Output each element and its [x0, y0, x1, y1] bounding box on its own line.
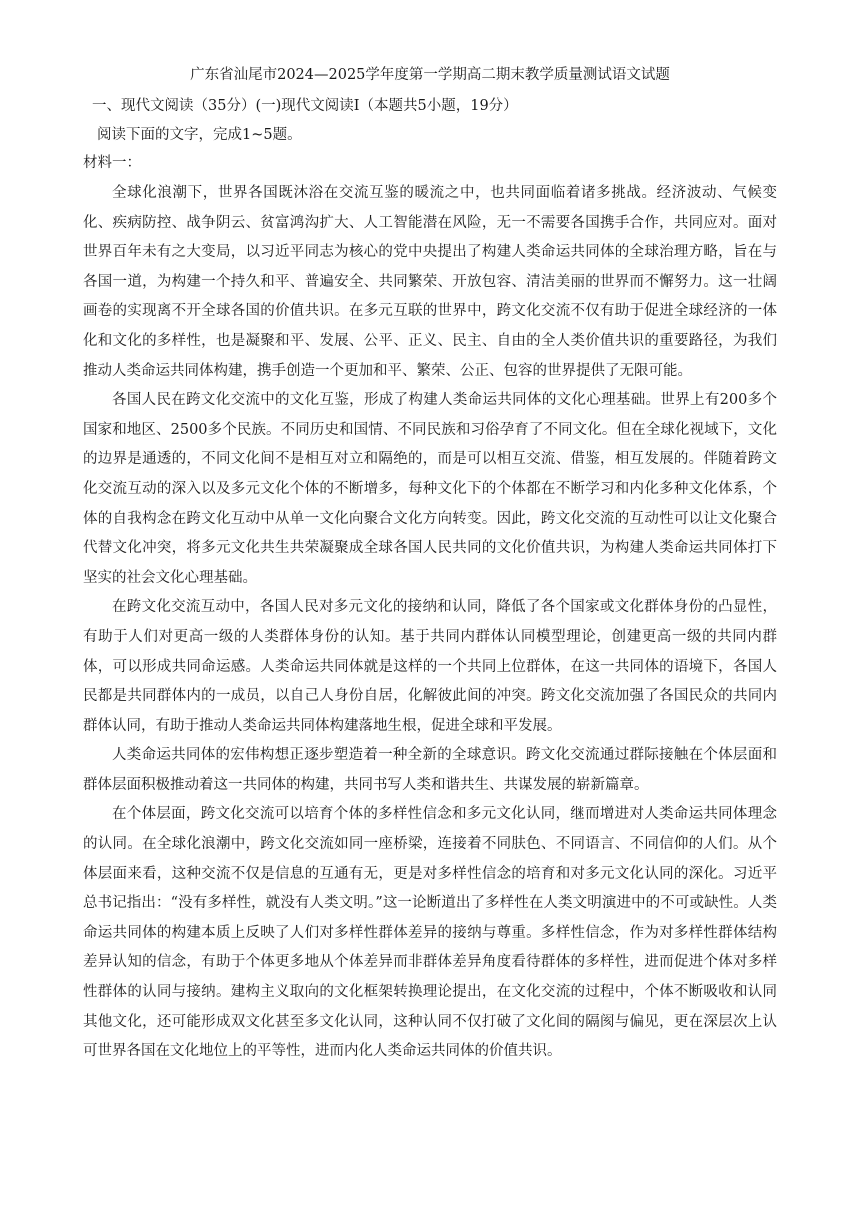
page-title: 广东省汕尾市2024—2025学年度第一学期高二期末教学质量测试语文试题	[190, 67, 670, 83]
passage-paragraph-3: 在跨文化交流互动中，各国人民对多元文化的接纳和认同，降低了各个国家或文化群体身份的凸显性，有助于人们对更高一级的人类群体身份的认知。基于共同内群体认同模型理论，创建更高一级的共同内群体，可以形成共同命运感。人类命运共同体就是这样的一个共同上位群体，在这一共同体的语境下，各国人民都是共同群体内的一成员，以自己人身份自居，化解彼此间的冲突。跨文化交流加强了各国民众的共同内群体认同，有助于推动人类命运共同体构建落地生根，促进全球和平发展。	[83, 599, 777, 734]
passage-body	[83, 179, 777, 1067]
material-label: 材料一：	[83, 155, 141, 171]
passage-paragraph-1: 全球化浪潮下，世界各国既沐浴在交流互鉴的暖流之中，也共同面临着诸多挑战。经济波动、气候变化、疾病防控、战争阴云、贫富鸿沟扩大、人工智能潜在风险，无一不需要各国携手合作，共同应对。面对世界百年未有之大变局，以习近平同志为核心的党中央提出了构建人类命运共同体的全球治理方略，旨在与各国一道，为构建一个持久和平、普遍安全、共同繁荣、开放包容、清洁美丽的世界而不懈努力。这一壮阔画卷的实现离不开全球各国的价值共识。在多元互联的世界中，跨文化交流不仅有助于促进全球经济的一体化和文化的多样性，也是凝聚和平、发展、公平、正义、民主、自由的全人类价值共识的重要路径，为我们推动人类命运共同体构建，携手创造一个更加和平、繁荣、公正、包容的世界提供了无限可能。	[83, 185, 777, 379]
passage-paragraph-4: 人类命运共同体的宏伟构想正逐步塑造着一种全新的全球意识。跨文化交流通过群际接触在个体层面和群体层面积极推动着这一共同体的构建，共同书写人类和谐共生、共谋发展的崭新篇章。	[83, 747, 777, 793]
passage-paragraph-5: 在个体层面，跨文化交流可以培育个体的多样性信念和多元文化认同，继而增进对人类命运共同体理念的认同。在全球化浪潮中，跨文化交流如同一座桥梁，连接着不同肤色、不同语言、不同信仰的人们。从个体层面来看，这种交流不仅是信息的互通有无，更是对多样性信念的培育和对多元文化认同的深化。习近平总书记指出：“没有多样性，就没有人类文明。”这一论断道出了多样性在人类文明演进中的不可或缺性。人类命运共同体的构建本质上反映了人们对多样性群体差异的接纳与尊重。多样性信念，作为对多样性群体结构差异认知的信念，有助于个体更多地从个体差异而非群体差异角度看待群体的多样性，进而促进个体对多样性群体的认同与接纳。建构主义取向的文化框架转换理论提出，在文化交流的过程中，个体不断吸收和认同其他文化，还可能形成双文化甚至多文化认同，这种认同不仅打破了文化间的隔阂与偏见，更在深层次上认可世界各国在文化地位上的平等性，进而内化人类命运共同体的价值共识。	[83, 806, 777, 1060]
section-heading: 一、现代文阅读（35分）(一)现代文阅读Ⅰ（本题共5小题，19分）	[92, 98, 518, 114]
passage-paragraph-2: 各国人民在跨文化交流中的文化互鉴，形成了构建人类命运共同体的文化心理基础。世界上有200多个国家和地区、2500多个民族。不同历史和国情、不同民族和习俗孕育了不同文化。但在全球化视域下，文化的边界是通透的，不同文化间不是相互对立和隔绝的，而是可以相互交流、借鉴，相互发展的。伴随着跨文化交流互动的深入以及多元文化个体的不断增多，每种文化下的个体都在不断学习和内化多种文化体系，个体的自我构念在跨文化互动中从单一文化向聚合文化方向转变。因此，跨文化交流的互动性可以让文化聚合代替文化冲突，将多元文化共生共荣凝聚成全球各国人民共同的文化价值共识，为构建人类命运共同体打下坚实的社会文化心理基础。	[83, 392, 777, 586]
reading-instruction: 阅读下面的文字，完成1~5题。	[97, 127, 302, 143]
